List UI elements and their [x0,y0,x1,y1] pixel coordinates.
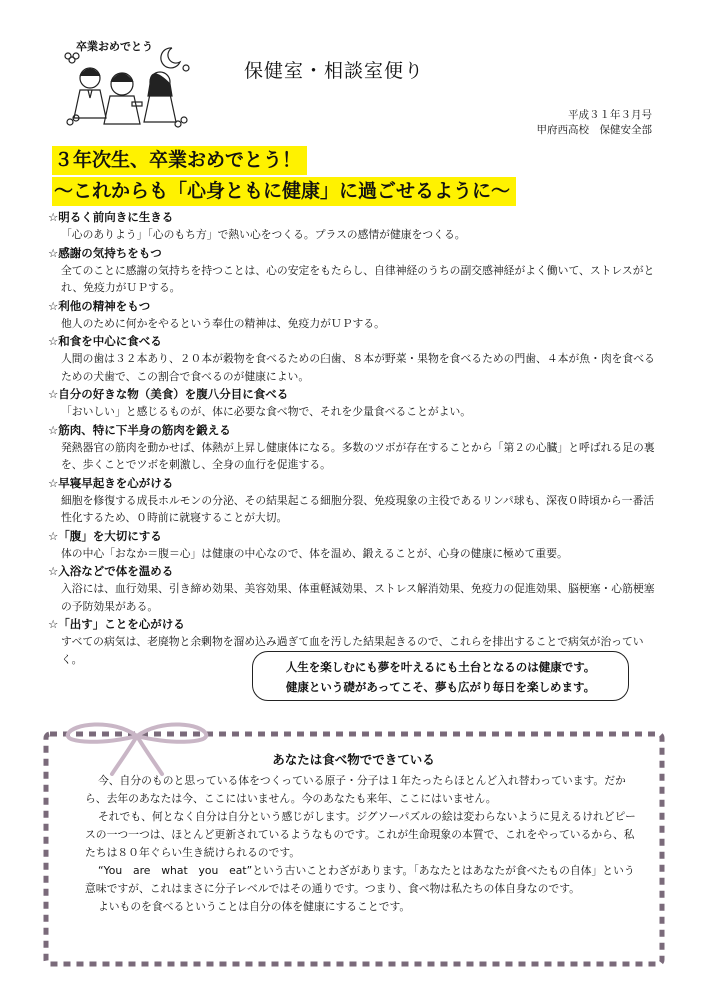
headline-subtitle: 〜これからも「心身ともに健康」に過ごせるように〜 [52,177,516,206]
tip-heading: ☆早寝早起きを心がける [48,475,174,490]
tip-heading: ☆自分の好きな物（美食）を腹八分目に食べる [48,387,289,401]
newsletter-title: 保健室・相談室便り [244,60,425,82]
callout-line: 健康という礎があってこそ、夢も広がり毎日を楽しめます。 [285,680,596,694]
headline-congrats: ３年次生、卒業おめでとう！ [52,146,307,175]
health-tips-list [48,208,660,668]
illustration-caption: 卒業おめでとう [76,40,153,53]
tip-heading: ☆「腹」を大切にする [48,528,162,543]
tip-body: 発熱器官の筋肉を動かせば、体熱が上昇し健康体になる。多数のツボが存在することから「第２の心臓」と呼ばれる足の裏を、歩くことでツボを刺激し、全身の血行を促進する。 [61,440,655,471]
student-figure [144,72,176,122]
tip-body: 他人のために何かをやるという奉仕の精神は、免疫力がＵＰする。 [61,316,385,330]
tip-heading: ☆利他の精神をもつ [48,298,151,313]
tip-body: 体の中心「おなか＝腹＝心」は健康の中心なので、体を温め、鍛えることが、心身の健康に極めて重要。 [61,546,568,560]
issue-date: 平成３１年３月号 [568,109,652,121]
student-figure [74,68,106,118]
graduation-illustration [62,38,194,130]
callout-box [252,651,629,701]
moon-icon [161,48,180,68]
student-figure [104,73,142,124]
tip-body: 入浴には、血行効果、引き締め効果、美容効果、体重軽減効果、ストレス解消効果、免疫力の促進効果、脳梗塞・心筋梗塞の予防効果がある。 [61,582,655,613]
callout-line: 人生を楽しむにも夢を叶えるにも土台となるのは健康です。 [285,660,596,674]
food-section-title: あなたは食べ物でできている [272,752,435,767]
food-section-body [85,772,645,916]
tip-heading: ☆入浴などで体を温める [48,564,174,578]
tip-heading: ☆明るく前向きに生きる [48,210,174,224]
tip-body: 全てのことに感謝の気持ちを持つことは、心の安定をもたらし、自律神経のうちの副交感神経がよく働いて、ストレスがとれ、免疫力がＵＰする。 [61,263,655,294]
tip-body: 「おいしい」と感じるものが、体に必要な食べ物で、それを少量食べることがよい。 [61,405,472,418]
food-paragraph: 今、自分のものと思っている体をつくっている原子・分子は１年たったらほとんど入れ替わっています。だから、去年のあなたは今、ここにはいません。今のあなたも来年、ここにはいません。 [85,774,626,805]
tip-body: すべての病気は、老廃物と余剰物を溜め込み過ぎて血を汚した結果起きるので、これらを排出することで病気が治っていく。 [61,635,644,666]
tip-heading: ☆「出す」ことを心がける [48,617,185,631]
food-paragraph: それでも、何となく自分は自分という感じがします。ジグソーパズルの絵は変わらないように見えるけれどピースの一つ一つは、ほとんど更新されているようなものです。これが生命現象の本質で、これをやっているから、私たちは８０年ぐらい生き続けられるのです。 [85,810,636,859]
tip-body: 細胞を修復する成長ホルモンの分泌、その結果起こる細胞分裂、免疫現象の主役であるリンパ球も、深夜０時頃から一番活性化するため、０時前に就寝することが大切。 [61,493,655,524]
food-paragraph: “You are what you eat”という古いことわざがあります。「あなたとはあなたが食べたもの自体」という意味ですが、これはまさに分子レベルではその通りです。つまり、食べ物は私たちの体自身なのです。 [85,864,635,895]
tip-body: 「心のありよう」「心のもち方」で熱い心をつくる。プラスの感情が健康をつくる。 [61,228,466,241]
food-paragraph: よいものを食べるということは自分の体を健康にすることです。 [97,900,411,913]
tip-body: 人間の歯は３２本あり、２０本が穀物を食べるための臼歯、８本が野菜・果物を食べるための門歯、４本が魚・肉を食べるための犬歯で、この割合で食べるのが健康によい。 [61,352,655,383]
tip-heading: ☆感謝の気持ちをもつ [48,245,162,260]
publisher: 甲府西高校 保健安全部 [536,124,652,136]
tip-heading: ☆筋肉、特に下半身の筋肉を鍛える [48,422,231,437]
tip-heading: ☆和食を中心に食べる [48,334,162,348]
